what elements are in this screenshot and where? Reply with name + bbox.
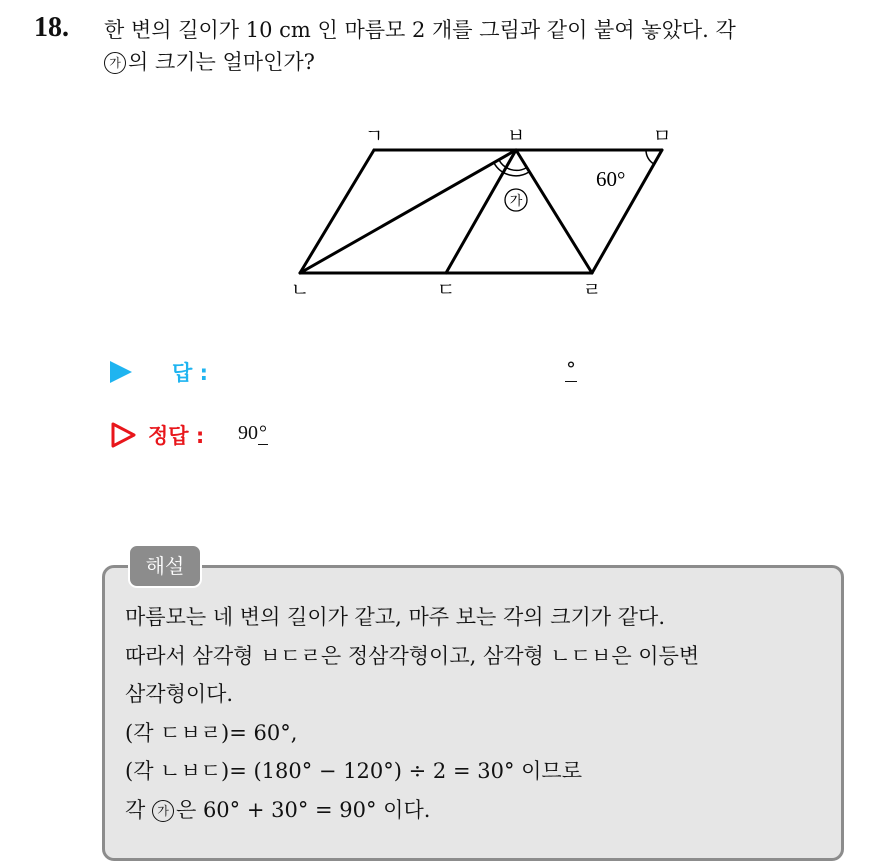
correct-answer-number: 90 [238, 422, 258, 444]
solution-line-1: 마름모는 네 변의 길이가 같고, 마주 보는 각의 크기가 같다. [125, 605, 666, 629]
solution-tab: 해설 [128, 544, 202, 588]
angle-60-label: 60° [596, 167, 626, 191]
angle-arc-60 [646, 150, 654, 164]
label-top-left: ㄱ [364, 125, 384, 147]
correct-answer-unit: ° [259, 422, 267, 444]
correct-answer-label: 정답 : [148, 424, 205, 448]
question-number: 18. [34, 12, 69, 43]
solution-line-4: (각 ㄷㅂㄹ)= 60°, [125, 720, 298, 745]
outline-triangle-icon [110, 422, 136, 448]
question-text [104, 14, 874, 78]
solution-line-6 [125, 791, 835, 830]
question-line-1: 한 변의 길이가 10 cm 인 마름모 2 개를 그림과 같이 붙여 놓았다. 각 [104, 18, 736, 42]
label-bottom-middle: ㄷ [436, 279, 456, 301]
label-top-right: ㅁ [652, 125, 672, 147]
segment-b-r [516, 150, 592, 273]
angle-ga-marker: 가 [104, 52, 126, 74]
rhombus-figure [270, 120, 690, 310]
solution-box [102, 565, 844, 861]
label-bottom-right: ㄹ [582, 279, 602, 301]
answer-row [110, 355, 610, 389]
play-triangle-icon [110, 361, 132, 383]
angle-ga-label: 가 [509, 194, 523, 209]
solution-line-6-prefix: 각 [125, 797, 146, 822]
left-edge [300, 150, 374, 273]
question-line-2 [104, 46, 874, 78]
label-bottom-left: ㄴ [290, 279, 310, 301]
solution-line-3: 삼각형이다. [125, 682, 234, 706]
solution-line-2: 따라서 삼각형 ㅂㄷㄹ은 정삼각형이고, 삼각형 ㄴㄷㅂ은 이등변 [125, 643, 700, 668]
solution-line-5: (각 ㄴㅂㄷ)= (180° − 120°) ÷ 2 = 30° 이므로 [125, 759, 582, 783]
question-line-2-text: 의 크기는 얼마인가? [128, 50, 315, 74]
correct-answer-row [110, 418, 610, 452]
answer-blank[interactable] [565, 357, 577, 381]
answer-unit: ° [566, 357, 576, 381]
solution-ga-marker: 가 [152, 800, 174, 822]
diagonal-n-b [300, 150, 516, 273]
solution-line-6-rest: 은 60° + 30° = 90° 이다. [175, 797, 431, 822]
correct-answer-value [238, 422, 268, 445]
answer-label: 답 : [172, 361, 208, 385]
label-top-middle: ㅂ [506, 125, 526, 147]
solution-text [125, 598, 835, 829]
